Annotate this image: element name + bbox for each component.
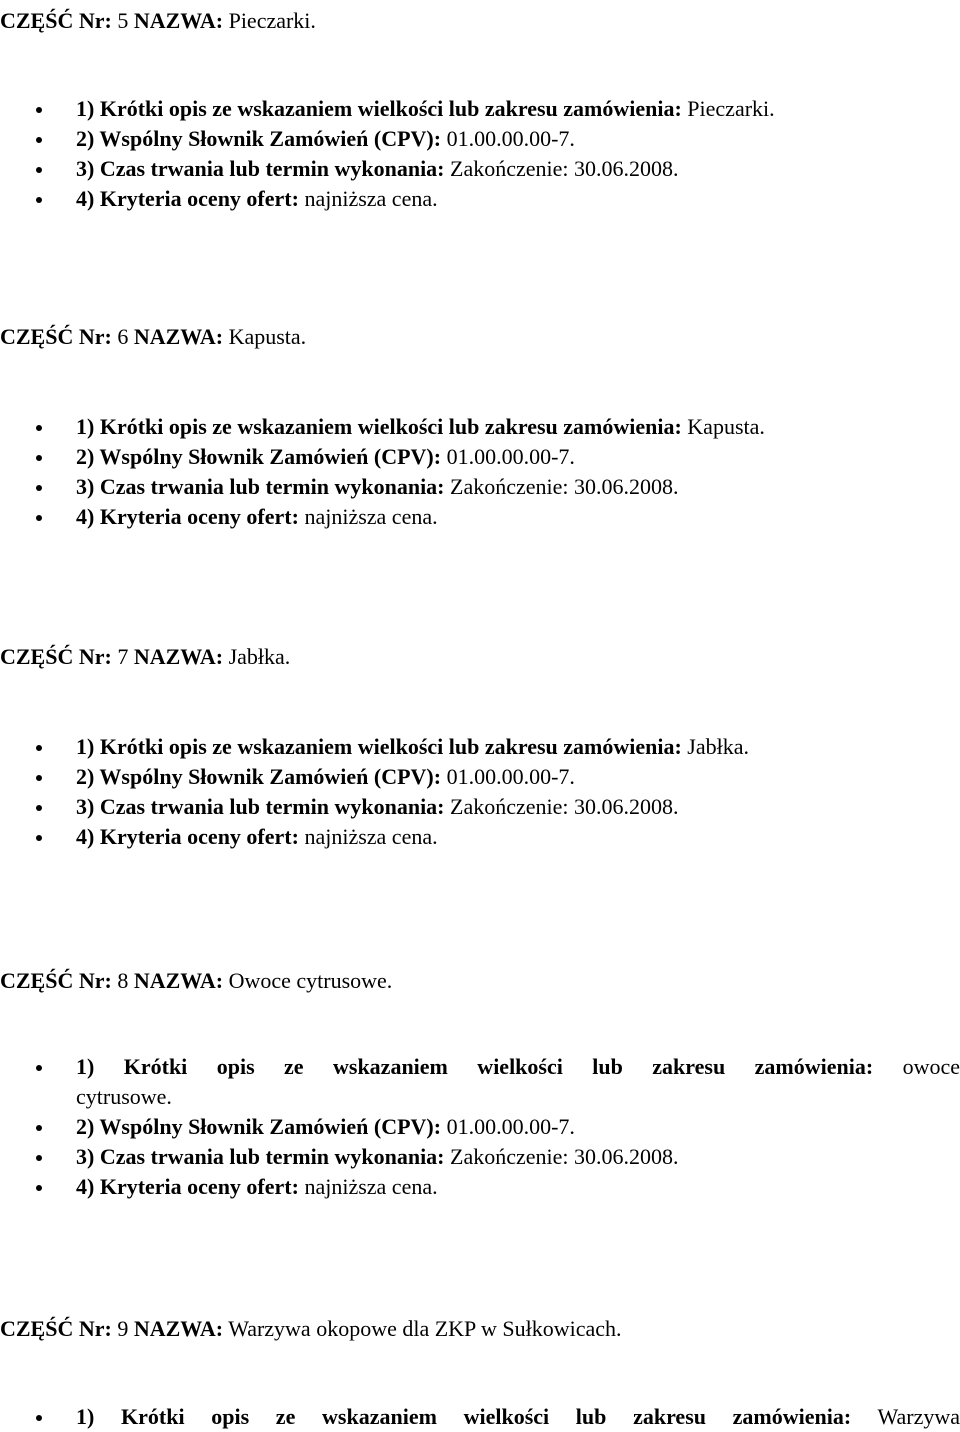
part-name: Jabłka. <box>228 644 291 669</box>
list-item-cpv <box>0 762 960 792</box>
item-label: 2) Wspólny Słownik Zamówień (CPV): <box>76 126 442 151</box>
list-item-criteria <box>0 502 960 532</box>
part-heading <box>0 6 316 36</box>
part-nr: 7 <box>117 644 129 669</box>
item-label: 1) Krótki opis ze wskazaniem wielkości lub zakresu zamówienia: <box>76 734 682 759</box>
item-label: 1) Krótki opis ze wskazaniem wielkości lub zakresu zamówienia: <box>76 1054 874 1079</box>
list-item-deadline <box>0 154 960 184</box>
part-nr: 6 <box>117 324 129 349</box>
part-heading <box>0 1314 622 1344</box>
part-name-label: NAZWA: <box>133 8 224 33</box>
item-label: 4) Kryteria oceny ofert: <box>76 504 299 529</box>
list-item-cpv <box>0 1112 960 1142</box>
item-label: 4) Kryteria oceny ofert: <box>76 1174 299 1199</box>
list-item-cpv <box>0 442 960 472</box>
item-label: 1) Krótki opis ze wskazaniem wielkości lub zakresu zamówienia: <box>76 1404 852 1429</box>
item-value: owoce <box>902 1054 960 1079</box>
item-value: Zakończenie: 30.06.2008. <box>450 794 679 819</box>
item-value: Zakończenie: 30.06.2008. <box>450 156 679 181</box>
item-label: 4) Kryteria oceny ofert: <box>76 824 299 849</box>
item-label: 1) Krótki opis ze wskazaniem wielkości lub zakresu zamówienia: <box>76 414 682 439</box>
item-label: 1) Krótki opis ze wskazaniem wielkości lub zakresu zamówienia: <box>76 96 682 121</box>
part-nr-label: CZĘŚĆ Nr: <box>0 8 112 33</box>
item-value: Jabłka. <box>687 734 749 759</box>
item-label: 3) Czas trwania lub termin wykonania: <box>76 156 445 181</box>
list-item-deadline <box>0 472 960 502</box>
item-value: najniższa cena. <box>304 824 438 849</box>
part-name-label: NAZWA: <box>133 968 224 993</box>
part-criteria-list <box>0 732 960 852</box>
list-item-deadline <box>0 1142 960 1172</box>
part-name-label: NAZWA: <box>133 324 224 349</box>
item-value: 01.00.00.00-7. <box>446 1114 575 1139</box>
item-value: Warzywa <box>877 1404 960 1429</box>
list-item-description <box>0 412 960 442</box>
item-value: 01.00.00.00-7. <box>446 444 575 469</box>
part-nr-label: CZĘŚĆ Nr: <box>0 644 112 669</box>
item-value: Zakończenie: 30.06.2008. <box>450 1144 679 1169</box>
list-item-cpv <box>0 124 960 154</box>
item-value: najniższa cena. <box>304 186 438 211</box>
part-name: Kapusta. <box>228 324 307 349</box>
part-name: Warzywa okopowe dla ZKP w Sułkowicach. <box>228 1316 622 1341</box>
part-name-label: NAZWA: <box>133 644 224 669</box>
item-label: 3) Czas trwania lub termin wykonania: <box>76 474 445 499</box>
part-criteria-list <box>0 1052 960 1202</box>
list-item-description <box>0 1052 960 1112</box>
part-name-label: NAZWA: <box>133 1316 224 1341</box>
item-value: 01.00.00.00-7. <box>446 764 575 789</box>
list-item-description <box>0 1402 960 1432</box>
part-heading <box>0 966 392 996</box>
list-item-deadline <box>0 792 960 822</box>
part-criteria-list <box>0 94 960 214</box>
list-item-description <box>0 94 960 124</box>
item-value: najniższa cena. <box>304 1174 438 1199</box>
part-criteria-list <box>0 1402 960 1432</box>
list-item-criteria <box>0 184 960 214</box>
part-name: Owoce cytrusowe. <box>228 968 393 993</box>
item-label: 2) Wspólny Słownik Zamówień (CPV): <box>76 764 442 789</box>
item-value: 01.00.00.00-7. <box>446 126 575 151</box>
item-label: 3) Czas trwania lub termin wykonania: <box>76 1144 445 1169</box>
part-criteria-list <box>0 412 960 532</box>
item-label: 3) Czas trwania lub termin wykonania: <box>76 794 445 819</box>
item-label: 4) Kryteria oceny ofert: <box>76 186 299 211</box>
list-item-description <box>0 732 960 762</box>
item-label: 2) Wspólny Słownik Zamówień (CPV): <box>76 1114 442 1139</box>
part-heading <box>0 642 290 672</box>
part-nr: 9 <box>117 1316 129 1341</box>
item-value: najniższa cena. <box>304 504 438 529</box>
item-first-line <box>76 1052 960 1082</box>
part-nr-label: CZĘŚĆ Nr: <box>0 968 112 993</box>
part-nr: 5 <box>117 8 129 33</box>
item-value: Zakończenie: 30.06.2008. <box>450 474 679 499</box>
item-first-line <box>76 1402 960 1432</box>
part-nr-label: CZĘŚĆ Nr: <box>0 1316 112 1341</box>
item-value: Kapusta. <box>687 414 765 439</box>
part-name: Pieczarki. <box>228 8 316 33</box>
item-value-continuation: cytrusowe. <box>76 1084 172 1109</box>
part-nr: 8 <box>117 968 129 993</box>
part-nr-label: CZĘŚĆ Nr: <box>0 324 112 349</box>
list-item-criteria <box>0 1172 960 1202</box>
item-label: 2) Wspólny Słownik Zamówień (CPV): <box>76 444 442 469</box>
part-heading <box>0 322 306 352</box>
list-item-criteria <box>0 822 960 852</box>
item-value: Pieczarki. <box>687 96 775 121</box>
